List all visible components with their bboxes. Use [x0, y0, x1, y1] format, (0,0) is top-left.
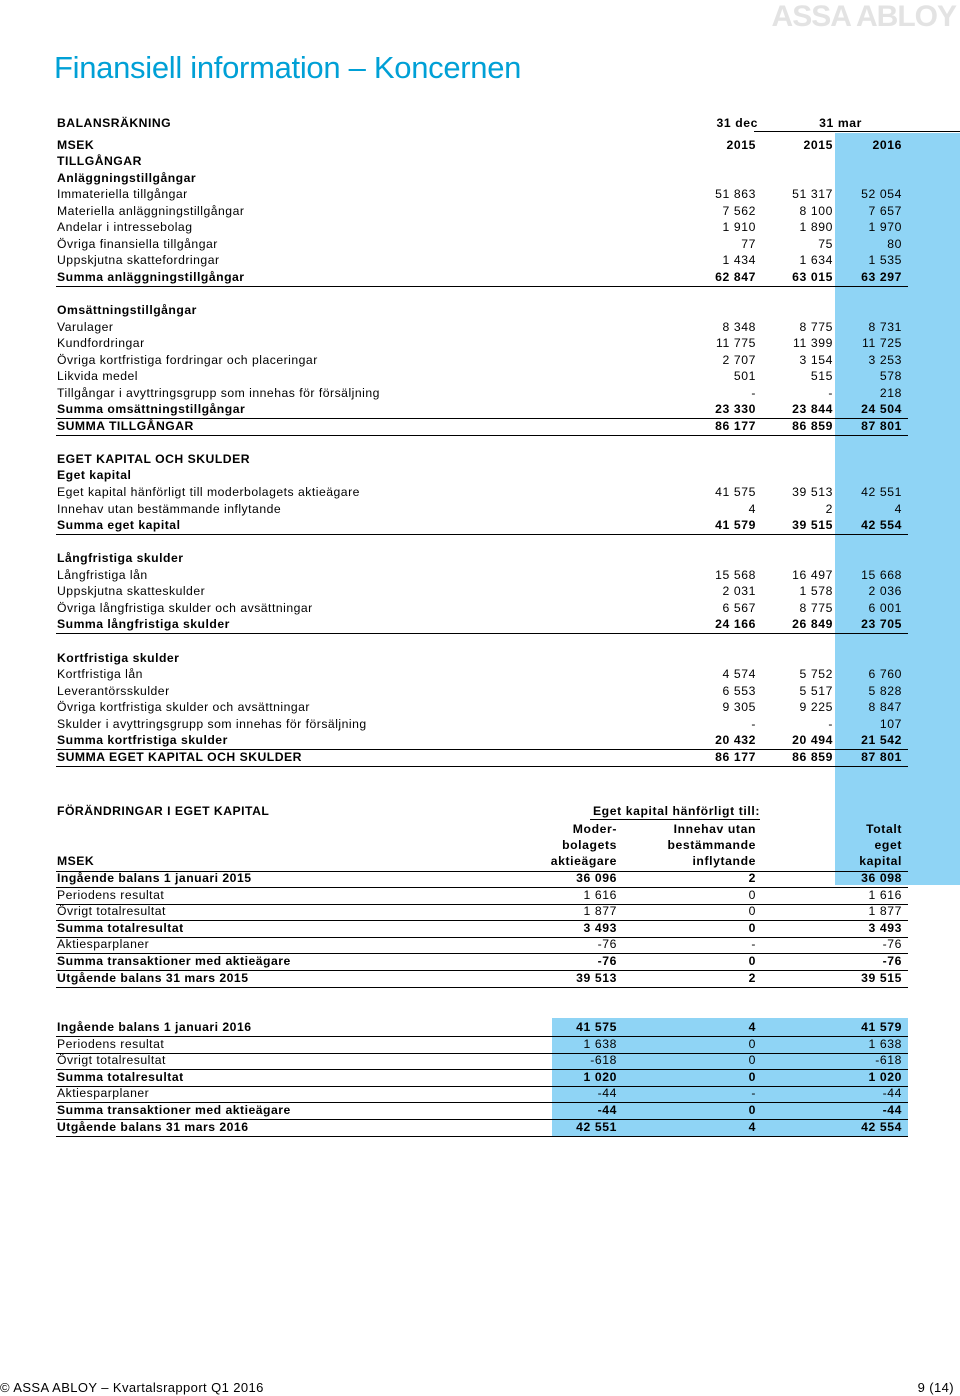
table-row	[56, 154, 908, 170]
row-value-col3: 8 731	[868, 319, 902, 334]
row-value-col2: 8 775	[799, 600, 833, 615]
balance-title-row	[56, 116, 908, 132]
table-row	[56, 204, 908, 220]
row-value-col3: 39 515	[861, 970, 902, 985]
period-mar: 31 mar	[819, 116, 862, 130]
footer-copyright: © ASSA ABLOY – Kvartalsrapport Q1 2016	[0, 1380, 264, 1395]
row-value-col2: -	[751, 937, 756, 952]
row-value-col3: 42 554	[861, 518, 902, 533]
row-value-col2: 5 752	[799, 667, 833, 682]
table-row	[56, 386, 908, 402]
row-label: Utgående balans 31 mars 2015	[57, 970, 249, 985]
page-number: 9 (14)	[917, 1380, 954, 1395]
row-label: Likvida medel	[57, 369, 139, 384]
row-value-col3: 80	[887, 236, 902, 251]
row-label: Uppskjutna skatteskulder	[57, 584, 206, 599]
row-value-col1: 1 616	[583, 887, 617, 902]
row-label: Summa totalresultat	[57, 1069, 184, 1084]
col-head-line1	[56, 822, 908, 838]
table-row	[56, 568, 908, 584]
row-label: Uppskjutna skattefordringar	[57, 253, 220, 268]
row-value-col3: 1 020	[868, 1069, 902, 1084]
table-row	[56, 551, 908, 567]
row-value-col3: 2 036	[868, 584, 902, 599]
row-value-col3: 42 554	[861, 1119, 902, 1134]
row-label: Immateriella tillgångar	[57, 187, 188, 202]
row-value-col3: 6 760	[868, 667, 902, 682]
row-label: Materiella anläggningstillgångar	[57, 203, 245, 218]
row-value-col3: 41 579	[861, 1020, 902, 1034]
table-row	[56, 220, 908, 236]
row-label: Varulager	[57, 319, 114, 334]
page-title: Finansiell information – Koncernen	[54, 50, 522, 85]
row-value-col1: -44	[597, 1086, 617, 1101]
row-label: Summa transaktioner med aktieägare	[57, 954, 291, 968]
table-row	[56, 253, 908, 269]
row-value-col1: 4	[748, 501, 756, 516]
row-value-col3: 36 098	[861, 871, 902, 885]
row-value-col3: 42 551	[861, 485, 902, 499]
row-value-col3: 5 828	[868, 683, 902, 698]
row-label: Utgående balans 31 mars 2016	[57, 1119, 249, 1134]
row-value-col2: 4	[748, 1020, 756, 1034]
row-value-col1: 62 847	[715, 269, 756, 284]
row-value-col1: 39 513	[576, 970, 617, 985]
company-logo: ASSA ABLOY	[771, 0, 956, 33]
table-row	[56, 750, 908, 767]
table-row	[56, 452, 908, 468]
row-value-col2: 8 775	[799, 319, 833, 334]
row-value-col3: 1 535	[868, 253, 902, 268]
row-label: Summa omsättningstillgångar	[57, 402, 246, 417]
year-col2: 2015	[803, 138, 833, 152]
row-value-col1: 2 707	[722, 352, 756, 367]
row-value-col1: 23 330	[715, 402, 756, 417]
table-row	[56, 468, 908, 484]
row-value-col1: -44	[597, 1103, 617, 1117]
row-value-col1: 41 575	[715, 485, 756, 499]
row-value-col2: 39 515	[792, 518, 833, 533]
row-value-col2: 16 497	[792, 567, 833, 582]
row-label: Tillgångar i avyttringsgrupp som innehas för försäljning	[57, 385, 380, 400]
table-row	[56, 904, 908, 921]
row-value-col1: 36 096	[576, 871, 617, 885]
table-row	[56, 601, 908, 617]
row-value-col3: 63 297	[861, 269, 902, 284]
row-value-col1: 9 305	[722, 700, 756, 715]
row-value-col3: -44	[882, 1086, 902, 1101]
row-value-col2: 39 513	[792, 485, 833, 499]
table-row	[56, 1053, 908, 1070]
table-row	[56, 684, 908, 700]
col1-head-1: Moder-	[572, 822, 617, 836]
row-value-col2: -	[828, 716, 833, 731]
spacer-row	[56, 286, 908, 302]
year-col3: 2016	[872, 138, 902, 152]
balance-title: BALANSRÄKNING	[57, 116, 172, 130]
table-row	[56, 353, 908, 369]
row-value-col1: 86 177	[715, 749, 756, 764]
row-value-col2: -	[751, 1086, 756, 1101]
row-value-col2: -	[828, 385, 833, 400]
row-value-col1: 42 551	[576, 1119, 617, 1134]
col2-head-3: inflytande	[692, 854, 756, 868]
row-label: Övriga kortfristiga fordringar och placeringar	[57, 352, 318, 367]
row-label: Summa anläggningstillgångar	[57, 269, 245, 284]
row-value-col3: 11 725	[862, 336, 902, 351]
table-row	[56, 320, 908, 336]
row-value-col3: 21 542	[861, 733, 902, 748]
table-row	[56, 954, 908, 971]
spacer-row	[56, 435, 908, 451]
row-value-col2: 11 399	[793, 336, 833, 351]
table-row	[56, 1120, 908, 1137]
row-value-col3: 218	[879, 385, 902, 400]
row-value-col3: 578	[879, 369, 902, 384]
row-value-col2: 20 494	[792, 733, 833, 748]
unit-label: MSEK	[57, 138, 95, 152]
col-head-line2	[56, 838, 908, 854]
table-row	[56, 485, 908, 501]
row-value-col2: 0	[748, 1036, 756, 1051]
row-value-col3: 4	[894, 501, 902, 516]
row-value-col3: 107	[879, 716, 902, 731]
row-value-col3: -76	[882, 937, 902, 952]
row-value-col2: 2	[748, 970, 756, 985]
table-row	[56, 717, 908, 733]
row-value-col2: 0	[748, 920, 756, 935]
equity-title-row	[56, 804, 908, 820]
row-label: Periodens resultat	[57, 1036, 165, 1051]
row-value-col3: 1 638	[868, 1036, 902, 1051]
row-value-col2: 1 890	[799, 220, 833, 235]
col3-head-3: kapital	[859, 854, 902, 868]
row-label: Periodens resultat	[57, 887, 165, 902]
table-row	[56, 651, 908, 667]
row-value-col2: 0	[748, 904, 756, 919]
col3-head-2: eget	[874, 838, 902, 852]
table-row	[56, 937, 908, 954]
table-row	[56, 518, 908, 535]
table-row	[56, 171, 908, 187]
row-label: Långfristiga skulder	[57, 551, 184, 566]
row-value-col3: -618	[875, 1053, 902, 1068]
row-value-col3: 1 970	[868, 220, 902, 235]
row-value-col2: 4	[748, 1119, 756, 1134]
equity-unit: MSEK	[57, 854, 95, 868]
row-value-col2: 5 517	[799, 683, 833, 698]
row-value-col1: 1 020	[583, 1069, 617, 1084]
col2-head-1: Innehav utan	[673, 822, 756, 836]
row-value-col2: 26 849	[792, 617, 833, 632]
row-value-col1: 7 562	[722, 203, 756, 218]
row-value-col3: -44	[882, 1103, 902, 1117]
row-label: Innehav utan bestämmande inflytande	[57, 501, 282, 516]
col2-head-2: bestämmande	[667, 838, 756, 852]
table-row	[56, 1103, 908, 1120]
row-value-col3: 6 001	[868, 600, 902, 615]
row-value-col3: 24 504	[861, 402, 902, 417]
row-label: Ingående balans 1 januari 2016	[57, 1020, 252, 1034]
row-value-col3: 87 801	[861, 749, 902, 764]
row-value-col3: 3 253	[868, 352, 902, 367]
row-value-col1: 41 579	[715, 518, 756, 533]
row-label: Summa transaktioner med aktieägare	[57, 1103, 291, 1117]
row-value-col1: 1 910	[722, 220, 756, 235]
row-value-col3: 23 705	[861, 617, 902, 632]
header-rule	[754, 131, 960, 132]
row-value-col1: 3 493	[583, 920, 617, 935]
row-value-col2: 86 859	[792, 749, 833, 764]
row-value-col3: 15 668	[861, 567, 902, 582]
row-value-col1: 501	[733, 369, 756, 384]
row-value-col2: 0	[748, 1069, 756, 1084]
row-value-col2: 23 844	[792, 402, 833, 417]
row-value-col1: 15 568	[715, 567, 756, 582]
row-value-col1: 6 567	[722, 600, 756, 615]
row-value-col3: 87 801	[861, 418, 902, 433]
row-label: Övrigt totalresultat	[57, 904, 166, 919]
col1-head-3: aktieägare	[550, 854, 617, 868]
table-row	[56, 502, 908, 518]
row-label: Summa totalresultat	[57, 920, 184, 935]
row-label: Övriga finansiella tillgångar	[57, 236, 218, 251]
row-label: Summa kortfristiga skulder	[57, 733, 228, 748]
row-value-col1: -	[751, 716, 756, 731]
spacer-row	[56, 535, 908, 551]
row-label: Övriga kortfristiga skulder och avsättningar	[57, 700, 310, 715]
row-value-col3: 8 847	[868, 700, 902, 715]
row-value-col3: 52 054	[861, 187, 902, 202]
row-value-col1: 1 434	[722, 253, 756, 268]
row-value-col1: 77	[741, 236, 756, 251]
row-label: Övriga långfristiga skulder och avsättningar	[57, 600, 313, 615]
row-label: Skulder i avyttringsgrupp som innehas för försäljning	[57, 716, 367, 731]
equity-title: FÖRÄNDRINGAR I EGET KAPITAL	[57, 804, 270, 818]
period-dec: 31 dec	[716, 116, 758, 130]
table-row	[56, 871, 908, 888]
unit-row	[56, 138, 908, 154]
row-label: Övrigt totalresultat	[57, 1053, 166, 1068]
table-row	[56, 1037, 908, 1054]
row-label: Omsättningstillgångar	[57, 302, 197, 317]
row-value-col1: 20 432	[715, 733, 756, 748]
col3-head-1: Totalt	[866, 822, 902, 836]
table-row	[56, 419, 908, 436]
row-value-col1: 6 553	[722, 683, 756, 698]
col-head-line3	[56, 854, 908, 872]
row-value-col1: -618	[590, 1053, 617, 1068]
row-value-col2: 51 317	[792, 187, 833, 202]
page-footer	[0, 1378, 960, 1396]
row-value-col1: 41 575	[576, 1020, 617, 1034]
row-value-col1: 1 877	[583, 904, 617, 919]
col1-head-2: bolagets	[562, 838, 617, 852]
row-value-col1: 51 863	[715, 187, 756, 202]
table-row	[56, 1070, 908, 1087]
row-value-col2: 8 100	[799, 203, 833, 218]
table-row	[56, 667, 908, 683]
row-value-col2: 9 225	[799, 700, 833, 715]
row-label: SUMMA TILLGÅNGAR	[57, 418, 194, 433]
row-value-col1: 86 177	[715, 418, 756, 433]
row-label: Summa eget kapital	[57, 518, 181, 533]
row-label: Anläggningstillgångar	[57, 170, 197, 185]
row-label: Kundfordringar	[57, 336, 145, 351]
row-value-col3: 3 493	[868, 920, 902, 935]
table-row	[56, 700, 908, 716]
table-row	[56, 1086, 908, 1103]
row-value-col2: 75	[818, 236, 833, 251]
table-row	[56, 733, 908, 750]
row-value-col1: 2 031	[722, 584, 756, 599]
row-label: Ingående balans 1 januari 2015	[57, 871, 252, 885]
row-value-col2: 2	[748, 871, 756, 885]
row-value-col3: 1 616	[868, 887, 902, 902]
row-label: EGET KAPITAL OCH SKULDER	[57, 451, 251, 466]
row-value-col1: 8 348	[722, 319, 756, 334]
row-value-col2: 0	[748, 1053, 756, 1068]
row-value-col2: 0	[748, 887, 756, 902]
equity-group-header: Eget kapital hänförligt till:	[590, 804, 760, 820]
table-row	[56, 187, 908, 203]
table-row	[56, 336, 908, 352]
table-row	[56, 1020, 908, 1037]
year-col1: 2015	[726, 138, 756, 152]
table-row	[56, 270, 908, 287]
row-label: Summa långfristiga skulder	[57, 617, 230, 632]
table-row	[56, 921, 908, 938]
row-value-col3: 7 657	[868, 203, 902, 218]
row-value-col1: 1 638	[583, 1036, 617, 1051]
row-label: Aktiesparplaner	[57, 937, 150, 952]
spacer-row	[56, 634, 908, 650]
row-label: Leverantörsskulder	[57, 683, 170, 698]
row-value-col2: 63 015	[792, 269, 833, 284]
row-value-col2: 1 578	[799, 584, 833, 599]
row-label: SUMMA EGET KAPITAL OCH SKULDER	[57, 749, 302, 764]
row-value-col2: 3 154	[799, 352, 833, 367]
row-label: Eget kapital hänförligt till moderbolagets aktieägare	[57, 485, 360, 499]
row-value-col2: 515	[810, 369, 833, 384]
table-row	[56, 617, 908, 634]
row-value-col1: 11 775	[716, 336, 756, 351]
table-row	[56, 971, 908, 988]
table-row	[56, 402, 908, 419]
row-label: Kortfristiga skulder	[57, 650, 180, 665]
row-value-col1: -76	[597, 954, 617, 968]
row-value-col1: 24 166	[715, 617, 756, 632]
row-value-col2: 2	[825, 501, 833, 516]
row-value-col1: -	[751, 385, 756, 400]
table-row	[56, 369, 908, 385]
row-value-col2: 1 634	[799, 253, 833, 268]
row-label: Eget kapital	[57, 468, 132, 483]
row-value-col2: 86 859	[792, 418, 833, 433]
row-label: Kortfristiga lån	[57, 667, 143, 682]
row-value-col3: -76	[882, 954, 902, 968]
row-value-col3: 1 877	[868, 904, 902, 919]
table-row	[56, 303, 908, 319]
row-value-col1: 4 574	[722, 667, 756, 682]
table-row	[56, 237, 908, 253]
row-label: TILLGÅNGAR	[57, 154, 142, 168]
row-label: Andelar i intressebolag	[57, 220, 193, 235]
row-label: Aktiesparplaner	[57, 1086, 150, 1101]
row-value-col1: -76	[597, 937, 617, 952]
table-row	[56, 888, 908, 905]
row-value-col2: 0	[748, 1103, 756, 1117]
row-value-col2: 0	[748, 954, 756, 968]
table-row	[56, 584, 908, 600]
row-label: Långfristiga lån	[57, 567, 148, 582]
equity-changes-table	[56, 803, 908, 1143]
